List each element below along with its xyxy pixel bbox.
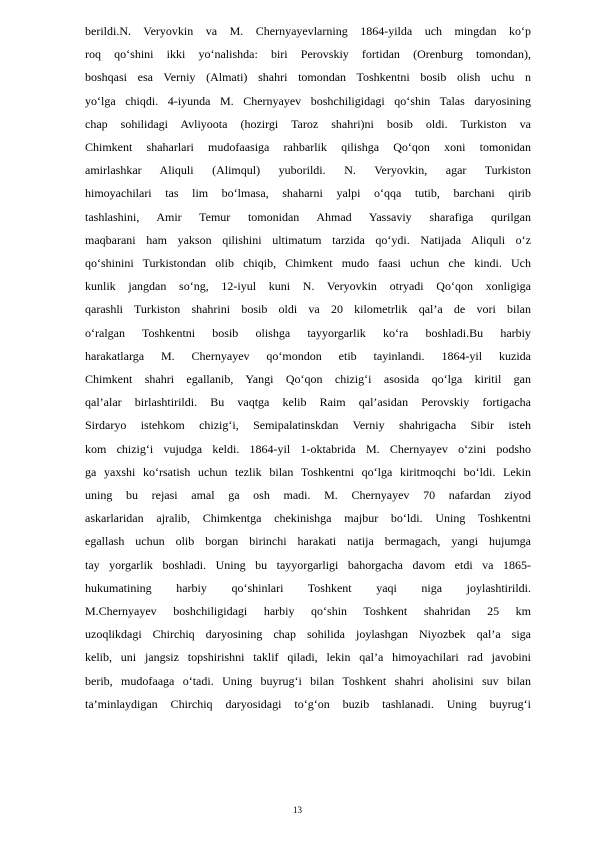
body-paragraph	[85, 20, 531, 716]
text-line: hukumatining harbiy qo‘shinlari Toshkent yaqi niga joylashtirildi.	[85, 580, 531, 595]
text-line: amirlashkar Aliquli (Alimqul) yuborildi. N. Veryovkin, agar Turkiston	[85, 163, 531, 178]
text-line: M.Chernyayev boshchiligidagi harbiy qo‘shin Toshkent shahridan 25 km	[85, 604, 531, 619]
text-line: askarlaridan ajralib, Chimkentga chekinishga majbur bo‘ldi. Uning Toshkentni	[85, 511, 531, 526]
text-line: uzoqlikdagi Chirchiq daryosining chap sohilida joylashgan Niyozbek qal’a siga	[85, 627, 531, 642]
text-line: ta’minlaydigan Chirchiq daryosidagi to‘g‘on buzib tashlanadi. Uning buyrug‘i	[85, 696, 531, 711]
text-line: roq qo‘shini ikki yo‘nalishda: biri Perovskiy fortidan (Orenburg tomondan),	[85, 47, 531, 62]
text-line: qal’alar birlashtirildi. Bu vaqtga kelib Raim qal’asidan Perovskiy fortigacha	[85, 395, 531, 410]
text-line: berib, mudofaaga o‘tadi. Uning buyrug‘i bilan Toshkent shahri aholisini suv bilan	[85, 673, 531, 688]
document-page	[85, 20, 531, 716]
text-line: himoyachilari tas lim bo‘lmasa, shaharni yalpi o‘qqa tutib, barchani qirib	[85, 186, 531, 201]
text-line: Chimkent shaharlari mudofaasiga rahbarlik qilishga Qo‘qon xoni tomonidan	[85, 140, 531, 155]
text-line: berildi.N. Veryovkin va M. Chernyayevlarning 1864-yilda uch mingdan ko‘p	[85, 24, 531, 38]
text-line: qarashli Turkiston shahrini bosib oldi va 20 kilometrlik qal’a de vori bilan	[85, 302, 531, 317]
text-line: chap sohilidagi Avliyoota (hozirgi Taroz shahri)ni bosib oldi. Turkiston va	[85, 116, 531, 131]
text-line: kelib, uni jangsiz topshirishni taklif qiladi, lekin qal’a himoyachilari rad javobini	[85, 650, 531, 665]
text-line: tay yorgarlik boshladi. Uning bu tayyorgarligi bahorgacha davom etdi va 1865-	[85, 557, 531, 572]
page-number: 13	[293, 805, 302, 815]
text-line: harakatlarga M. Chernyayev qo‘mondon etib tayinlandi. 1864-yil kuzida	[85, 348, 531, 363]
text-line: uning bu rejasi amal ga osh madi. M. Chernyayev 70 nafardan ziyod	[85, 488, 531, 503]
text-line: kom chizig‘i vujudga keldi. 1864-yil 1-oktabrida M. Chernyayev o‘zini podsho	[85, 441, 531, 456]
text-line: yo‘lga chiqdi. 4-iyunda M. Chernyayev boshchiligidagi qo‘shin Talas daryosining	[85, 93, 531, 108]
text-line: kunlik jangdan so‘ng, 12-iyul kuni N. Veryovkin otryadi Qo‘qon xonligiga	[85, 279, 531, 294]
text-line: maqbarani ham yakson qilishini ultimatum tarzida qo‘ydi. Natijada Aliquli o‘z	[85, 232, 531, 247]
text-line: qo‘shinini Turkistondan olib chiqib, Chimkent mudo faasi uchun che kindi. Uch	[85, 256, 531, 271]
text-line: Sirdaryo istehkom chizig‘i, Semipalatinskdan Verniy shahrigacha Sibir isteh	[85, 418, 531, 433]
text-line: ga yaxshi ko‘rsatish uchun tezlik bilan Toshkentni qo‘lga kiritmoqchi bo‘ldi. Lekin	[85, 464, 531, 479]
text-line: o‘ralgan Toshkentni bosib olishga tayyorgarlik ko‘ra boshladi.Bu harbiy	[85, 325, 531, 340]
text-line: Chimkent shahri egallanib, Yangi Qo‘qon chizig‘i asosida qo‘lga kiritil gan	[85, 372, 531, 387]
text-line: tashlashini, Amir Temur tomonidan Ahmad Yassaviy sharafiga qurilgan	[85, 209, 531, 224]
text-line: egallash uchun olib borgan birinchi harakati natija bermagach, yangi hujumga	[85, 534, 531, 549]
text-line: boshqasi esa Verniy (Almati) shahri tomondan Toshkentni bosib olish uchu n	[85, 70, 531, 85]
